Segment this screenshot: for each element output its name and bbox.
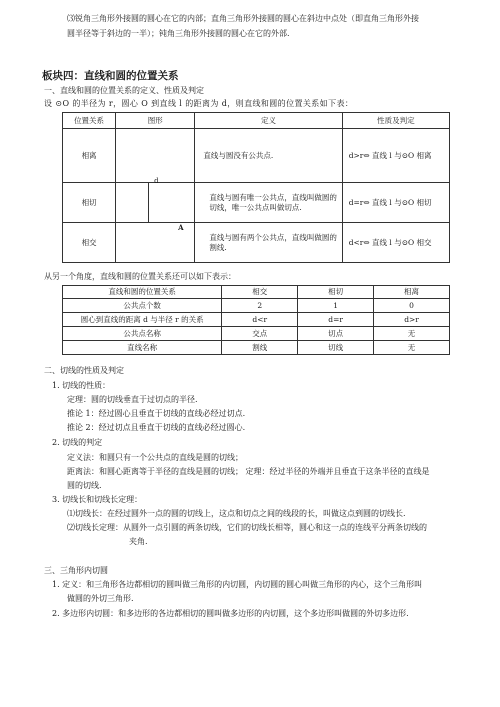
tangent-length: ⑴切线长：在经过圆外一点的圆的切线上，这点和切点之间的线段的长，叫做这点到圆的切线长. — [67, 509, 406, 518]
table2-header: 相切 — [298, 286, 374, 299]
table1-header-relation: 位置关系 — [63, 113, 116, 129]
table1-figure-cell — [116, 223, 195, 263]
position-relation-table — [62, 112, 450, 263]
another-angle-text: 从另一个角度，直线和圆的位置关系还可以如下表示： — [44, 272, 236, 281]
table1-property: d>r⇔ 直线 l 与⊙O 相离 — [342, 129, 449, 183]
tangent-item-2: 2. 切线的判定 — [52, 438, 103, 447]
tangent-definition-method: 定义法：和圆只有一个公共点的直线是圆的切线； — [67, 453, 243, 462]
tangent-item-3: 3. 切线长和切线长定理： — [52, 495, 143, 504]
table2-cell: 无 — [374, 327, 450, 341]
tangent-item-1: 1. 切线的性质： — [52, 381, 111, 390]
tangent-length-theorem: ⑵切线长定理：从圆外一点引圆的两条切线，它们的切线长相等，圆心和这一点的连线平分两条切线的 — [67, 523, 427, 532]
table1-definition: 直线与圆有两个公共点，直线叫做圆的割线. — [195, 223, 342, 263]
table2-row — [63, 327, 450, 341]
table2-cell: d=r — [298, 313, 374, 327]
relation-summary-table — [62, 285, 450, 355]
table2-cell: d<r — [222, 313, 298, 327]
table2-cell: 1 — [298, 299, 374, 313]
table1-relation: 相离 — [63, 129, 116, 183]
table2-header: 直线和圆的位置关系 — [63, 286, 222, 299]
figure-divider — [148, 183, 149, 222]
table2-row — [63, 313, 450, 327]
table2-cell: 2 — [222, 299, 298, 313]
table2-row — [63, 341, 450, 355]
table1-property: d<r⇔ 直线 l 与⊙O 相交 — [342, 223, 449, 263]
tangent-distance-method-cont: 圆的切线. — [67, 481, 102, 490]
tangent-distance-method: 距离法：和圆心距离等于半径的直线是圆的切线； 定理：经过半径的外端并且垂直于这条半径的直线是 — [67, 467, 430, 476]
table1-definition: 直线与圆有唯一公共点，直线叫做圆的切线，唯一公共点叫做切点. — [195, 183, 342, 223]
table1-row — [63, 129, 450, 183]
intro-line-1: ⑶锐角三角形外接圆的圆心在它的内部；直角三角形外接圆的圆心在斜边中点处（即直角三角形外接 — [67, 14, 419, 23]
table2-cell: 公共点名称 — [63, 327, 222, 341]
intro-line-2: 圆半径等于斜边的一半）；钝角三角形外接圆的圆心在它的外部. — [67, 29, 290, 38]
tangent-inference-1: 推论 1：经过圆心且垂直于切线的直线必经过切点. — [67, 409, 246, 418]
tangent-inference-2: 推论 2：经过切点且垂直于切线的直线必经过圆心. — [67, 423, 246, 432]
table2-cell: 无 — [374, 341, 450, 355]
table2-cell: 割线 — [222, 341, 298, 355]
inscribed-item-2: 2. 多边形内切圆：和多边形的各边都相切的圆叫做多边形的内切圆，这个多边形叫做圆的外切多边形. — [52, 609, 409, 618]
table1-header-figure: 图形 — [116, 113, 195, 129]
table1-row — [63, 223, 450, 263]
table2-cell: d>r — [374, 313, 450, 327]
table2-cell: 圆心到直线的距离 d 与半径 r 的关系 — [63, 313, 222, 327]
inscribed-section-title: 三、三角形内切圆 — [44, 566, 108, 575]
table1-header-definition: 定义 — [195, 113, 342, 129]
table2-header: 相离 — [374, 286, 450, 299]
figure-label-a: A — [178, 223, 184, 232]
tangent-theorem: 定理：圆的切线垂直于过切点的半径. — [67, 395, 198, 404]
inscribed-item-1-cont: 做圆的外切三角形. — [67, 594, 134, 603]
section-4-sub1: 一、直线和圆的位置关系的定义、性质及判定 — [44, 86, 204, 95]
table2-cell: 交点 — [222, 327, 298, 341]
table2-row — [63, 299, 450, 313]
table2-cell: 切线 — [298, 341, 374, 355]
table1-row — [63, 183, 450, 223]
table1-figure-cell — [116, 129, 195, 186]
table1-definition: 直线与圆没有公共点. — [195, 129, 342, 183]
table1-relation: 相切 — [63, 183, 116, 223]
figure-label-d: d — [154, 177, 159, 186]
table1-figure-cell — [116, 183, 195, 223]
table1-header-property: 性质及判定 — [342, 113, 449, 129]
section-4-desc: 设 ⊙O 的半径为 r，圆心 O 到直线 l 的距离为 d，则直线和圆的位置关系如下表： — [44, 99, 354, 108]
tangent-section-title: 二、切线的性质及判定 — [44, 366, 124, 375]
table1-relation: 相交 — [63, 223, 116, 263]
inscribed-item-1: 1. 定义：和三角形各边都相切的圆叫做三角形的内切圆，内切圆的圆心叫做三角形的内心，这个三角形叫 — [52, 580, 423, 589]
table2-header: 相交 — [222, 286, 298, 299]
table2-cell: 直线名称 — [63, 341, 222, 355]
tangent-length-theorem-cont: 夹角. — [129, 537, 148, 546]
table2-cell: 0 — [374, 299, 450, 313]
section-4-title: 板块四：直线和圆的位置关系 — [42, 70, 179, 82]
table2-cell: 切点 — [298, 327, 374, 341]
table2-cell: 公共点个数 — [63, 299, 222, 313]
table1-property: d=r⇔ 直线 l 与⊙O 相切 — [342, 183, 449, 223]
